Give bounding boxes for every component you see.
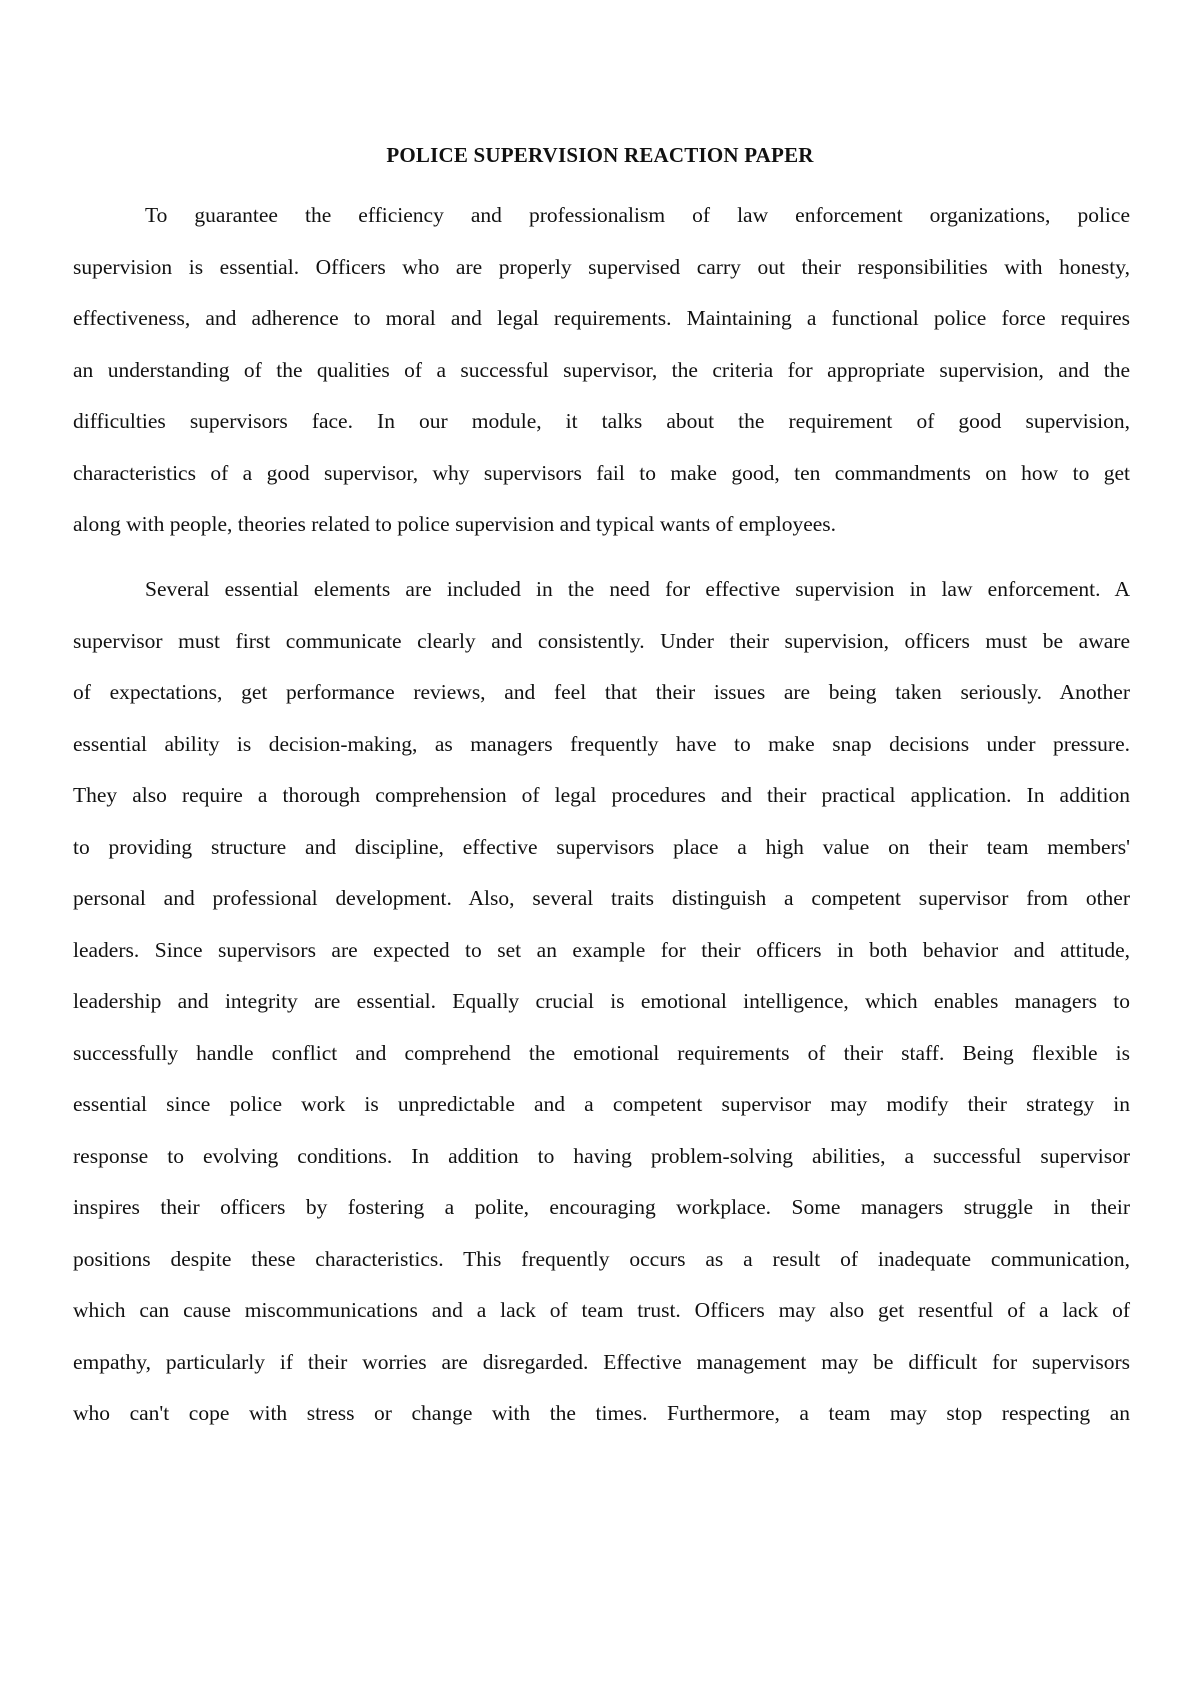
paragraph-line: essential since police work is unpredictable and a competent supervisor may modify their strategy in <box>73 1092 1130 1116</box>
paragraph-line: personal and professional development. Also, several traits distinguish a competent supervisor from other <box>73 886 1130 910</box>
paragraph-line: supervision is essential. Officers who are properly supervised carry out their responsibilities with honesty, <box>73 255 1130 279</box>
paragraph-line: leaders. Since supervisors are expected to set an example for their officers in both behavior and attitude, <box>73 938 1130 962</box>
paragraph-line: To guarantee the efficiency and professionalism of law enforcement organizations, police <box>145 203 1130 227</box>
paragraph-line: along with people, theories related to police supervision and typical wants of employees. <box>73 512 837 536</box>
paragraph-line: They also require a thorough comprehension of legal procedures and their practical application. In addition <box>73 783 1130 807</box>
paragraph-line: who can't cope with stress or change with the times. Furthermore, a team may stop respecting an <box>73 1401 1130 1425</box>
page-title: POLICE SUPERVISION REACTION PAPER <box>386 143 814 167</box>
paragraph-line: essential ability is decision-making, as managers frequently have to make snap decisions under pressure. <box>73 732 1130 756</box>
paragraph-line: Several essential elements are included in the need for effective supervision in law enforcement. A <box>145 577 1130 601</box>
paragraph-line: inspires their officers by fostering a polite, encouraging workplace. Some managers struggle in their <box>73 1195 1130 1219</box>
paragraph-line: to providing structure and discipline, effective supervisors place a high value on their team members' <box>73 835 1130 859</box>
paragraph-line: supervisor must first communicate clearly and consistently. Under their supervision, officers must be aware <box>73 629 1130 653</box>
paragraph-line: empathy, particularly if their worries are disregarded. Effective management may be difficult for supervisors <box>73 1350 1130 1374</box>
paragraph-line: which can cause miscommunications and a lack of team trust. Officers may also get resentful of a lack of <box>73 1298 1130 1322</box>
paragraph-line: of expectations, get performance reviews, and feel that their issues are being taken seriously. Another <box>73 680 1130 704</box>
paragraph-line: effectiveness, and adherence to moral and legal requirements. Maintaining a functional police force requires <box>73 306 1130 330</box>
paragraph-line: leadership and integrity are essential. Equally crucial is emotional intelligence, which enables managers to <box>73 989 1130 1013</box>
paragraph-line: difficulties supervisors face. In our module, it talks about the requirement of good supervision, <box>73 409 1130 433</box>
paragraph-line: an understanding of the qualities of a successful supervisor, the criteria for appropriate supervision, and the <box>73 358 1130 382</box>
paragraph-line: positions despite these characteristics. This frequently occurs as a result of inadequate communication, <box>73 1247 1130 1271</box>
paragraph-line: successfully handle conflict and comprehend the emotional requirements of their staff. Being flexible is <box>73 1041 1130 1065</box>
paragraph-line: response to evolving conditions. In addition to having problem-solving abilities, a successful supervisor <box>73 1144 1130 1168</box>
paragraph-line: characteristics of a good supervisor, why supervisors fail to make good, ten commandments on how to get <box>73 461 1130 485</box>
